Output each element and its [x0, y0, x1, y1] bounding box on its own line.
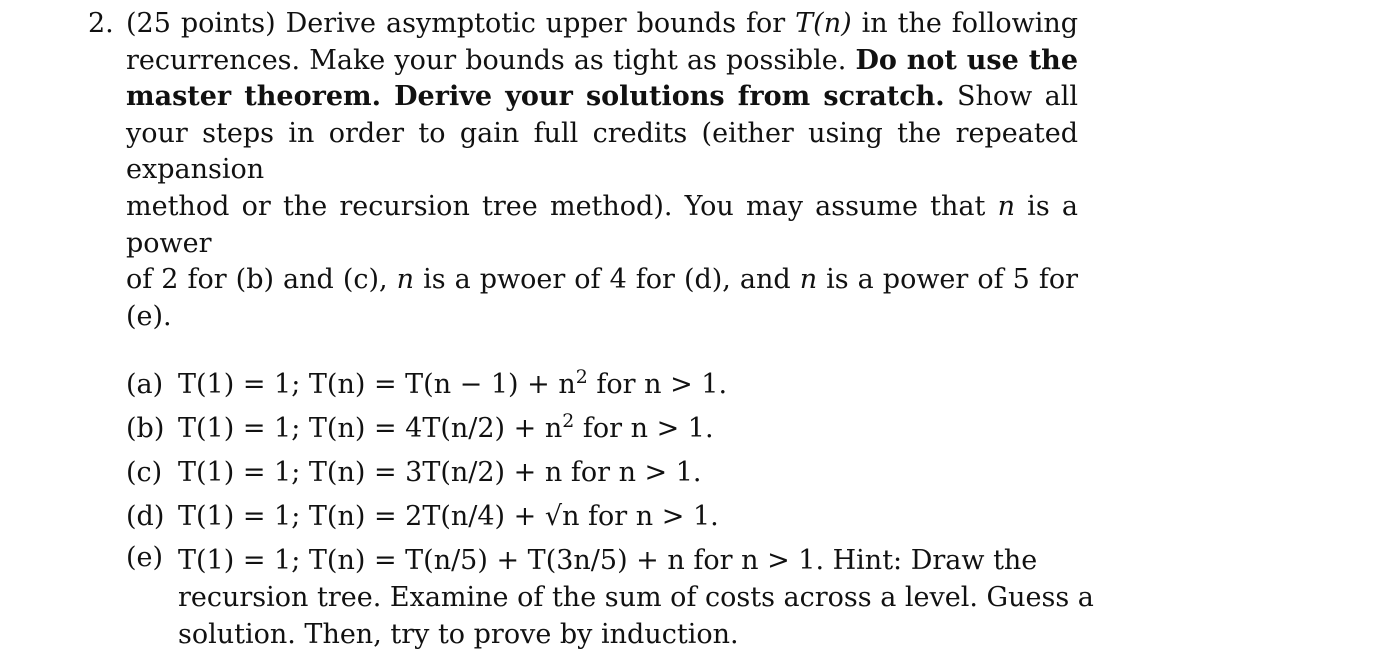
math-var: n — [396, 264, 415, 296]
intro-line-1 — [126, 6, 1078, 43]
intro-line-5 — [126, 189, 1078, 262]
intro-text: Show all — [944, 81, 1078, 113]
intro-bold-text: master theorem. Derive your solutions from scratch. — [126, 81, 945, 113]
intro-text: of 2 for (b) and (c), — [126, 264, 397, 296]
subproblem-e — [126, 539, 1094, 653]
intro-line-4 — [126, 116, 1078, 189]
subproblem-label: (a) — [126, 369, 164, 401]
exponent: 2 — [562, 410, 575, 433]
subproblem-e-line-1: T(1) = 1; T(n) = T(n/5) + T(3n/5) + n for n > 1. Hint: Draw the — [178, 545, 1038, 577]
subproblem-label: (d) — [126, 501, 165, 533]
problem-intro — [126, 6, 1078, 335]
recurrence-main: T(1) = 1; T(n) = 4T(n/2) + n — [178, 413, 563, 445]
exponent: 2 — [575, 366, 588, 389]
problem-2 — [88, 6, 1094, 653]
intro-text: is a power of 5 for (e). — [126, 264, 1078, 332]
intro-text: (25 points) Derive asymptotic upper bounds for — [126, 8, 796, 39]
recurrence-text — [178, 410, 714, 445]
math-var: n — [799, 264, 818, 296]
subproblem-a — [126, 363, 1078, 407]
intro-line-3 — [126, 79, 1078, 116]
recurrence-text — [178, 366, 728, 401]
subproblem-e-line-2: recursion tree. Examine of the sum of costs across a level. Guess a — [178, 582, 1094, 614]
subproblem-label: (b) — [126, 413, 165, 445]
intro-text: your steps in order to gain full credits (either using the repeated expansion — [126, 117, 1078, 186]
intro-text: in the following — [851, 8, 1078, 39]
subproblem-c — [126, 451, 1078, 495]
math-var: n — [997, 190, 1015, 222]
recurrence-tail: for n > 1. — [587, 369, 728, 401]
intro-text: recurrences. Make your bounds as tight as possible. — [126, 44, 856, 76]
subproblem-e-line-3: solution. Then, try to prove by induction. — [178, 619, 739, 651]
intro-text: method or the recursion tree method). You may assume that — [126, 190, 998, 222]
recurrence-main: T(1) = 1; T(n) = T(n − 1) + n — [178, 369, 576, 401]
problem-number: 2. — [88, 8, 114, 39]
recurrence-tail: for n > 1. — [574, 413, 714, 445]
subproblem-list — [126, 363, 1094, 653]
subproblem-d — [126, 495, 1078, 539]
recurrence-text: T(1) = 1; T(n) = 3T(n/2) + n for n > 1. — [178, 457, 702, 489]
intro-line-6 — [126, 262, 1078, 335]
intro-line-2 — [126, 43, 1078, 80]
intro-text: is a pwoer of 4 for (d), and — [414, 264, 800, 296]
intro-bold-text: Do not use the — [855, 44, 1078, 76]
subproblem-label: (e) — [126, 542, 164, 574]
subproblem-label: (c) — [126, 457, 163, 489]
subproblem-b — [126, 407, 1078, 451]
math-var: T(n) — [795, 8, 852, 39]
recurrence-text: T(1) = 1; T(n) = 2T(n/4) + √n for n > 1. — [178, 501, 719, 533]
subproblem-e-body — [178, 542, 1094, 653]
intro-text: is a power — [126, 190, 1078, 259]
